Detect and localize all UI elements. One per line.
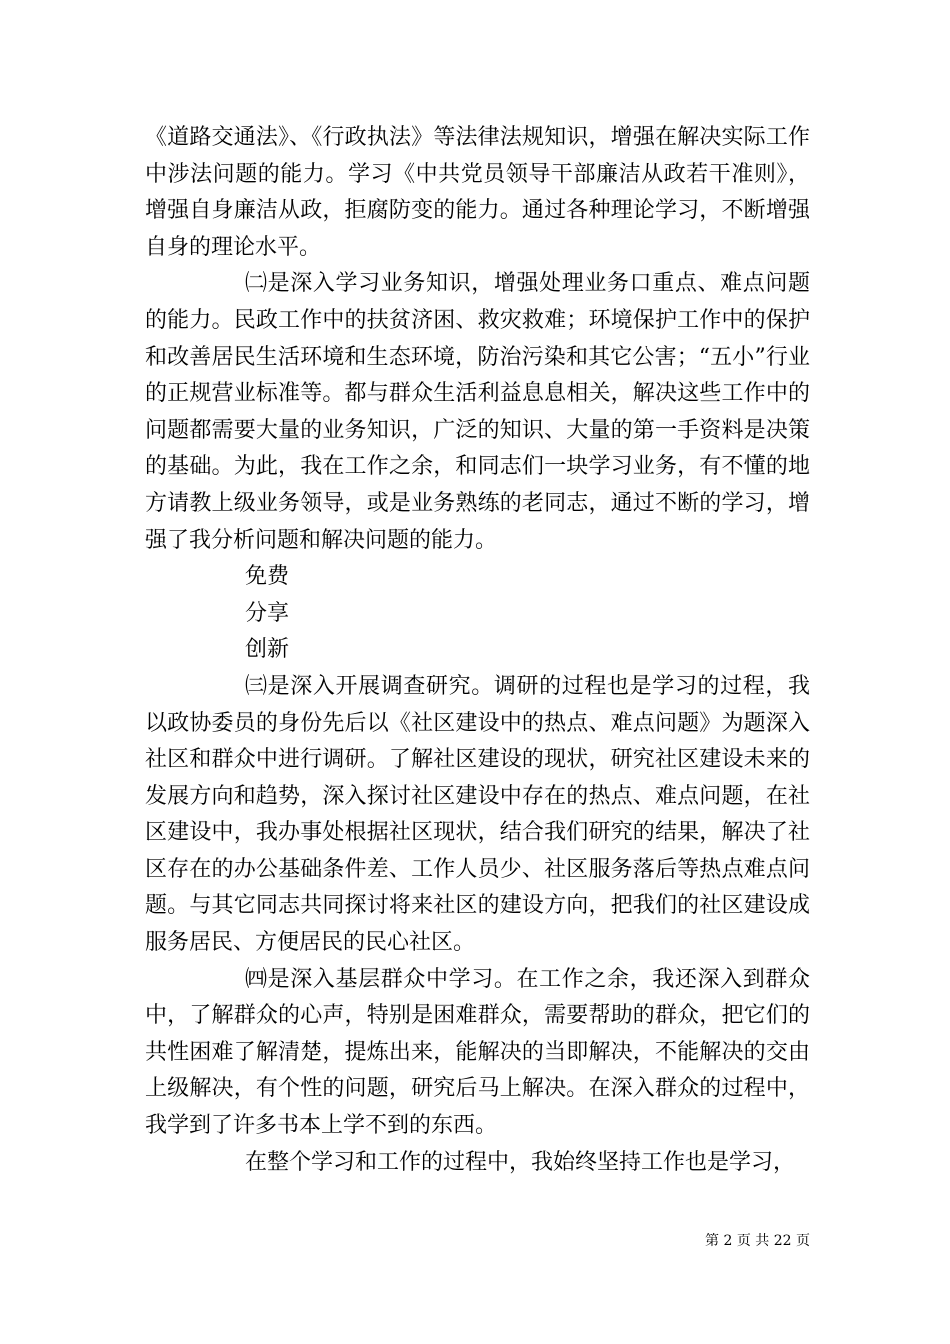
- paragraph-research: ㈢是深入开展调查研究。调研的过程也是学习的过程，我以政协委员的身份先后以《社区建设中的热点、难点问题》为题深入社区和群众中进行调研。了解社区建设的现状，研究社区建设未来的发展方向和趋势，深入探讨社区建设中存在的热点、难点问题，在社区建设中，我办事处根据社区现状，结合我们研究的结果，解决了社区存在的办公基础条件差、工作人员少、社区服务落后等热点难点问题。与其它同志共同探讨将来社区的建设方向，把我们的社区建设成服务居民、方便居民的民心社区。: [145, 673, 810, 956]
- line-innovate: 创新: [245, 637, 290, 663]
- paragraph-summary-start: 在整个学习和工作的过程中，我始终坚持工作也是学习，: [245, 1149, 796, 1175]
- paragraph-law-study: 《道路交通法》、《行政执法》等法律法规知识，增强在解决实际工作中涉法问题的能力。学习《中共党员领导干部廉洁从政若干准则》，增强自身廉洁从政，拒腐防变的能力。通过各种理论学习，不断增强自身的理论水平。: [145, 125, 810, 260]
- line-free: 免费: [245, 564, 290, 590]
- paragraph-grassroots: ㈣是深入基层群众中学习。在工作之余，我还深入到群众中，了解群众的心声，特别是困难群众，需要帮助的群众，把它们的共性困难了解清楚，提炼出来，能解决的当即解决，不能解决的交由上级解决，有个性的问题，研究后马上解决。在深入群众的过程中，我学到了许多书本上学不到的东西。: [145, 966, 810, 1139]
- paragraph-business-knowledge: ㈡是深入学习业务知识，增强处理业务口重点、难点问题的能力。民政工作中的扶贫济困、救灾救难；环境保护工作中的保护和改善居民生活环境和生态环境，防治污染和其它公害；“五小”行业的正规营业标准等。都与群众生活利益息息相关，解决这些工作中的问题都需要大量的业务知识，广泛的知识、大量的第一手资料是决策的基础。为此，我在工作之余，和同志们一块学习业务，有不懂的地方请教上级业务领导，或是业务熟练的老同志，通过不断的学习，增强了我分析问题和解决问题的能力。: [145, 271, 810, 553]
- page-number: 第 2 页 共 22 页: [705, 1233, 810, 1249]
- body-text: [145, 120, 810, 1181]
- line-share: 分享: [245, 600, 290, 626]
